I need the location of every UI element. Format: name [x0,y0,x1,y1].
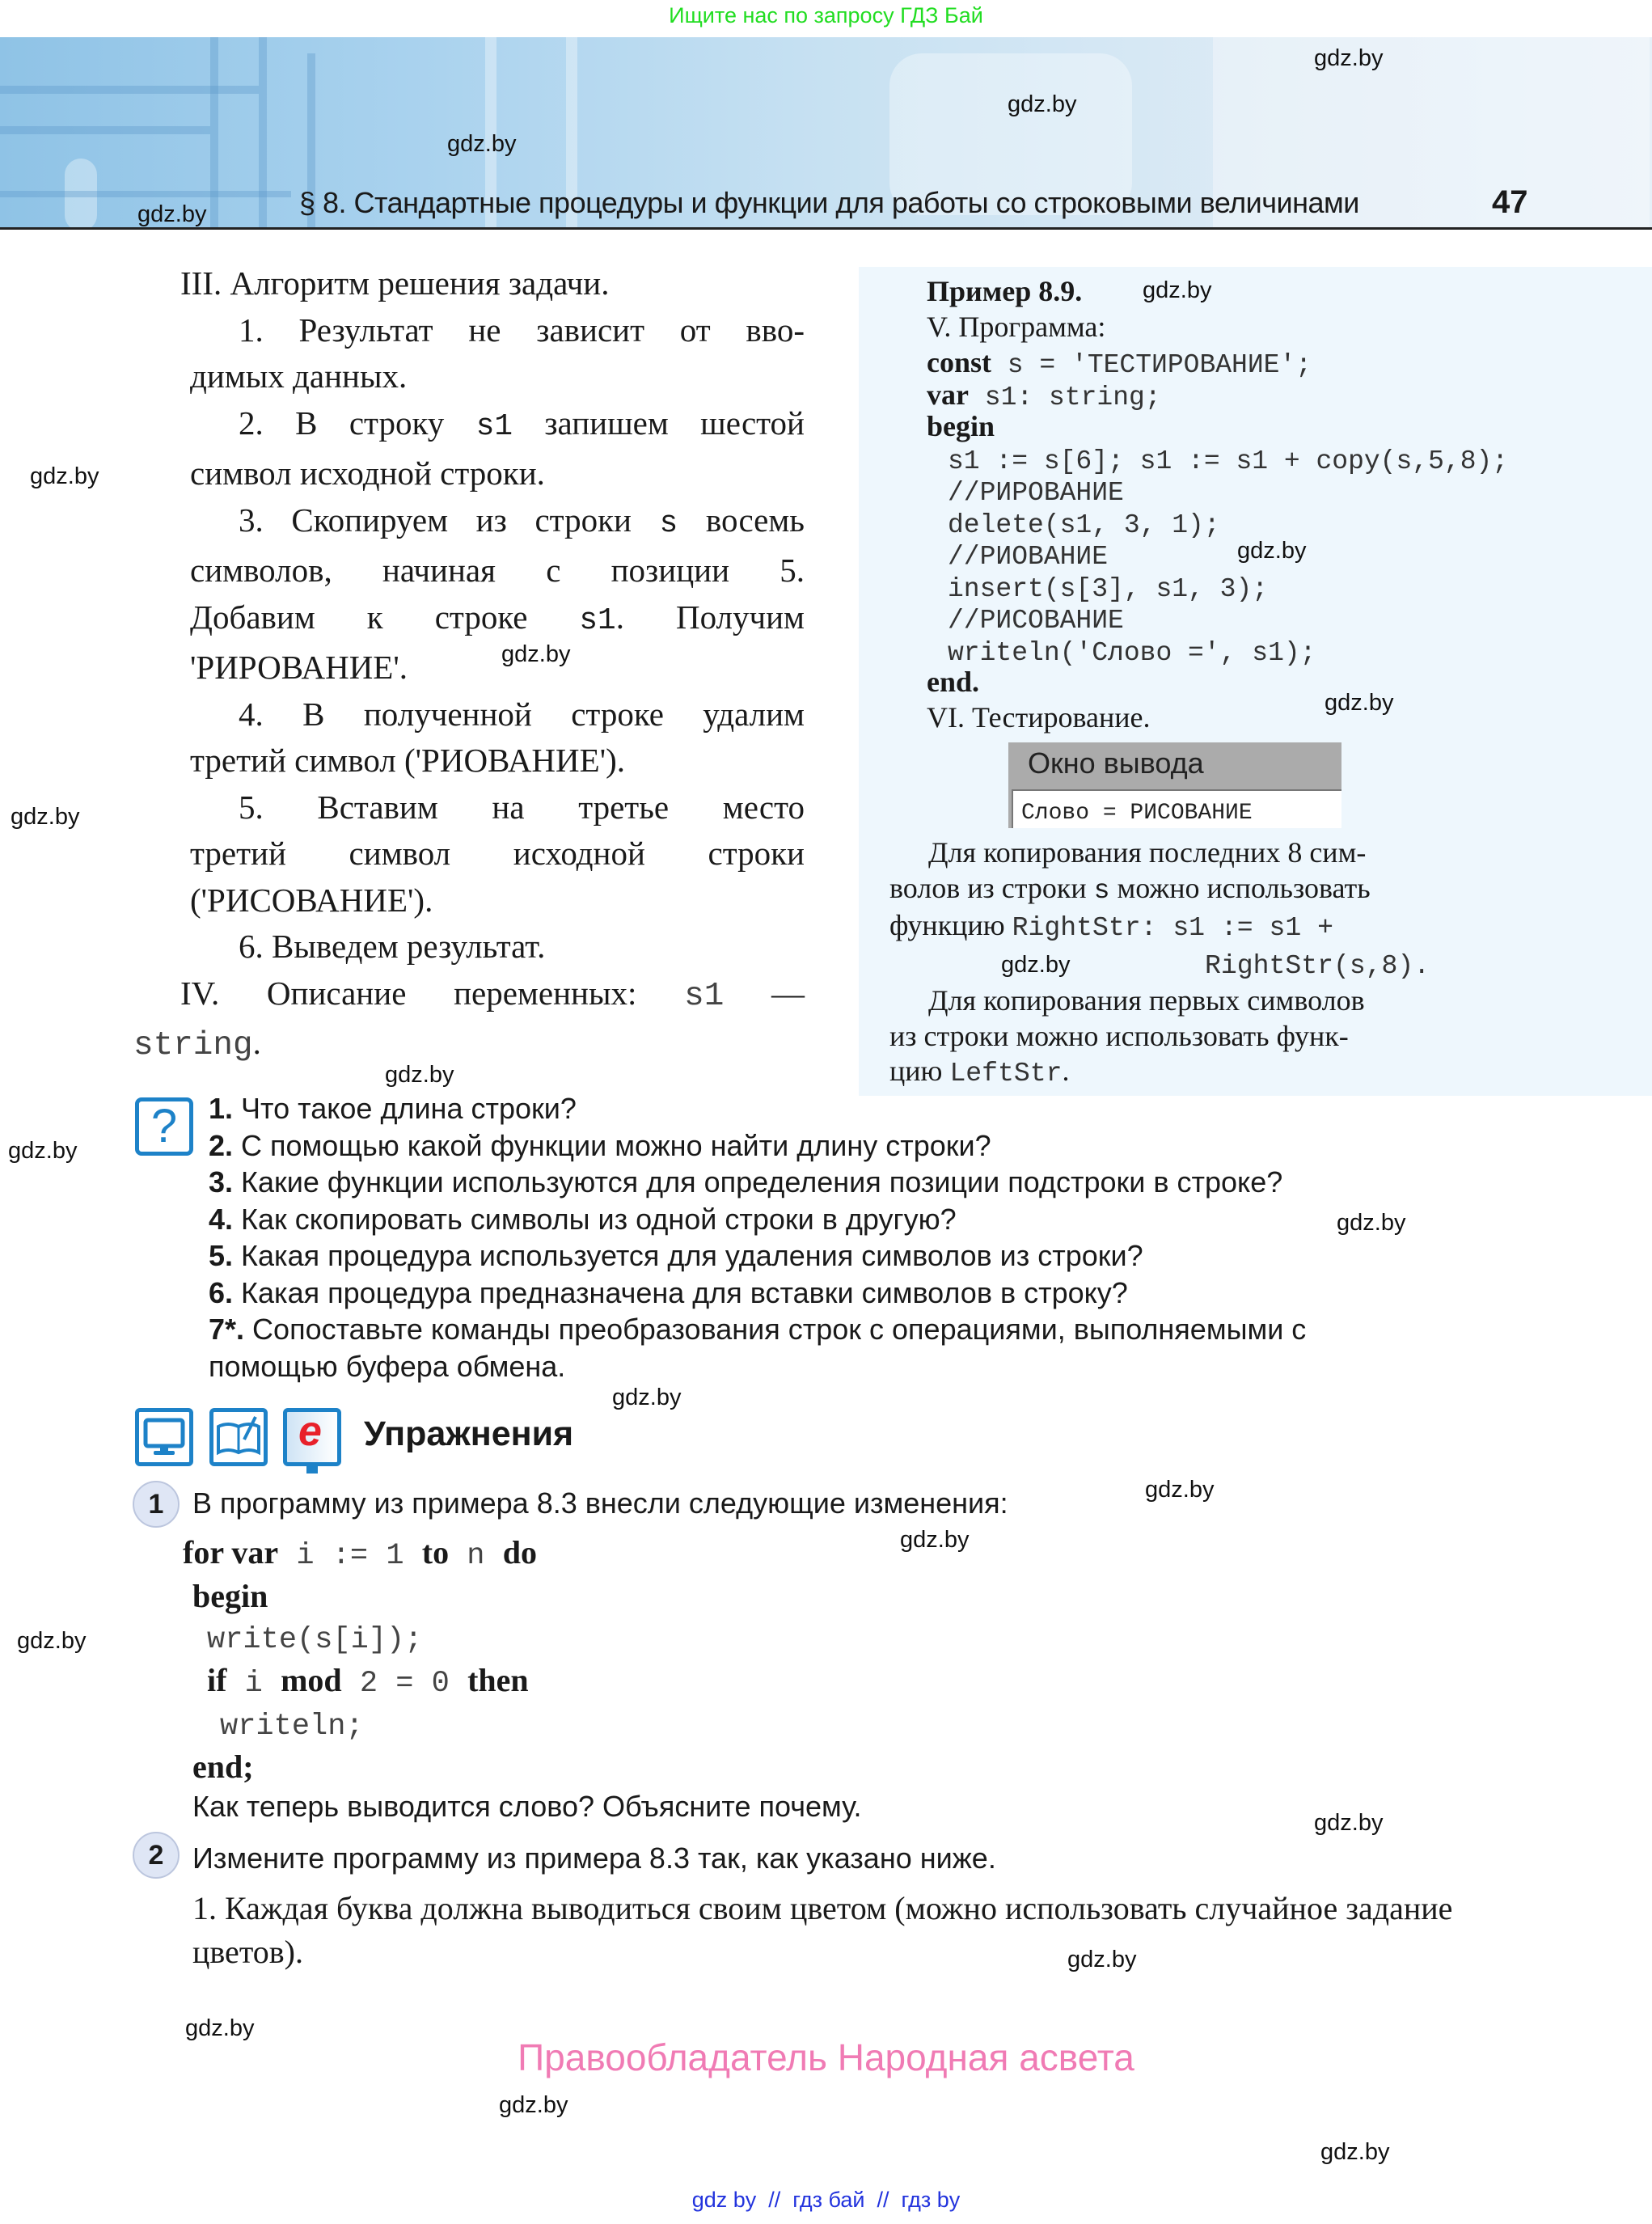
code-line: //РИРОВАНИЕ [948,478,1124,508]
note-line: цию LeftStr. [889,1055,1070,1089]
code-line: end; [192,1748,254,1785]
watermark-text: gdz.by [1067,1947,1137,1972]
header-divider [0,227,1652,230]
footer-links[interactable]: gdz by // гдз бай // гдз by [691,2188,961,2212]
exercise-1-text: В программу из примера 8.3 внесли следующие изменения: [192,1486,1008,1520]
watermark-text: gdz.by [612,1385,682,1410]
watermark-text: gdz.by [1001,952,1071,978]
watermark-text: gdz.by [1008,91,1077,117]
code-line: writeln; [220,1710,364,1744]
step-3-line3: Добавим к строке s1. Получим [190,598,805,638]
computer-icon [135,1408,193,1466]
watermark-text: gdz.by [30,463,99,489]
code-line: var s1: string; [927,378,1161,412]
note-line: RightStr(s,8). [1205,949,1430,981]
step-4: 4. В полученной строке удалим [239,695,805,733]
output-window-title: Окно вывода [1028,746,1204,780]
watermark-text: gdz.by [185,2015,255,2041]
step-4-cont: третий символ ('РИОВАНИЕ'). [190,742,625,779]
step-5-line3: ('РИСОВАНИЕ'). [190,881,433,919]
question-item: 2. С помощью какой функции можно найти длину строки? [209,1128,991,1162]
watermark-text: gdz.by [385,1062,454,1088]
question-item: помощью буфера обмена. [209,1349,566,1383]
exercise-2-task-1: 1. Каждая буква должна выводиться своим цветом (можно использовать случайное задание цветов). [192,1890,1453,1970]
output-text: Слово = РИСОВАНИЕ [1021,801,1253,826]
note-line: волов из строки s можно использовать [889,871,1371,906]
watermark-text: gdz.by [1325,690,1394,716]
example-content [927,275,1638,737]
watermark-text: gdz.by [1143,277,1212,303]
output-window [1008,742,1341,828]
exercises-heading: Упражнения [364,1414,574,1453]
exercise-2-text: Измените программу из примера 8.3 так, как указано ниже. [192,1841,996,1875]
copyright-notice: Правообладатель Народная асвета [518,2036,1134,2078]
exercise-1-code [183,1533,537,1788]
step-1-cont: димых данных. [190,357,408,395]
step-2: 2. В строку s1 запишем шестой [239,404,805,444]
code-line: insert(s[3], s1, 3); [948,573,1269,604]
section4: IV. Описание переменных: s1 — [180,974,805,1015]
question-item: 3. Какие функции используются для определения позиции подстроки в строке? [209,1165,1283,1199]
question-icon: ? [135,1097,193,1156]
example-title: Пример 8.9. [927,275,1083,307]
watermark-text: gdz.by [501,641,571,667]
step-3-line4: 'РИРОВАНИЕ'. [190,649,408,686]
exercise-2-badge: 2 [133,1832,180,1879]
watermark-text: gdz.by [11,804,80,830]
question-item: 6. Какая процедура предназначена для вставки символов в строку? [209,1275,1128,1309]
code-line: s1 := s[6]; s1 := s1 + copy(s,5,8); [948,446,1509,476]
exercise-1-badge: 1 [133,1481,180,1528]
code-line: end. [927,666,980,698]
section4-cont: string. [133,1024,261,1064]
step-1: 1. Результат не зависит от вво- [239,311,805,349]
note-line: из строки можно использовать функ- [889,1019,1349,1052]
watermark-text: gdz.by [499,2092,568,2118]
step-2-cont: символ исходной строки. [190,455,545,492]
step-3: 3. Скопируем из строки s восемь [239,501,805,541]
code-line: const s = 'ТЕСТИРОВАНИЕ'; [927,346,1312,380]
code-line: begin [192,1578,268,1614]
section-title: III. Алгоритм решения задачи. [180,264,610,302]
testing-label: VI. Тестирование. [927,700,1151,734]
code-block [927,346,1638,698]
chapter-title: § 8. Стандартные процедуры и функции для работы со строковыми величинами [299,186,1359,219]
note-line: Для копирования последних 8 сим- [928,836,1367,869]
note-line: Для копирования первых символов [928,984,1365,1017]
review-questions [209,1090,1502,1385]
watermark-text: gdz.by [1320,2139,1390,2165]
watermark-text: gdz.by [1314,45,1384,71]
e-learning-icon: e [283,1408,341,1466]
code-line: begin [927,410,995,442]
note-rightstr [889,835,1460,1092]
code-line: writeln('Слово =', s1); [948,637,1316,668]
question-item: 5. Какая процедура используется для удаления символов из строки? [209,1239,1143,1272]
question-item: 7*. Сопоставьте команды преобразования строк с операциями, выполняемыми с [209,1313,1307,1346]
watermark-text: gdz.by [900,1527,970,1553]
watermark-text: gdz.by [1237,538,1307,564]
promo-banner-text[interactable]: Ищите нас по запросу ГДЗ Бай [669,3,983,27]
watermark-text: gdz.by [447,131,517,157]
watermark-text: gdz.by [8,1138,78,1164]
watermark-text: gdz.by [1337,1210,1406,1236]
question-item: 4. Как скопировать символы из одной строки в другую? [209,1202,957,1236]
step-5: 5. Вставим на третье место [239,788,805,826]
code-line: write(s[i]); [207,1623,423,1657]
watermark-text: gdz.by [137,201,207,227]
program-label: V. Программа: [927,311,1106,343]
watermark-text: gdz.by [17,1628,87,1654]
step-6: 6. Выведем результат. [239,928,546,965]
exercise-1-question: Как теперь выводится слово? Объясните почему. [192,1790,862,1823]
code-line: for var i := 1 to n do [183,1534,537,1573]
output-window-body [1012,789,1341,828]
question-item: 1. Что такое длина строки? [209,1092,577,1125]
book-pen-icon [209,1408,268,1466]
note-line: функцию RightStr: s1 := s1 + [889,909,1334,943]
code-line: //РИОВАНИЕ [948,542,1109,572]
code-line: //РИСОВАНИЕ [948,606,1124,636]
watermark-text: gdz.by [1145,1477,1215,1503]
code-line: delete(s1, 3, 1); [948,509,1220,540]
step-3-line2: символов, начиная с позиции 5. [190,552,805,589]
watermark-text: gdz.by [1314,1810,1384,1836]
code-line: if i mod 2 = 0 then [207,1662,529,1701]
page-number: 47 [1492,184,1528,220]
step-5-line2: третий символ исходной строки [190,835,805,872]
algorithm-section [133,260,805,1070]
